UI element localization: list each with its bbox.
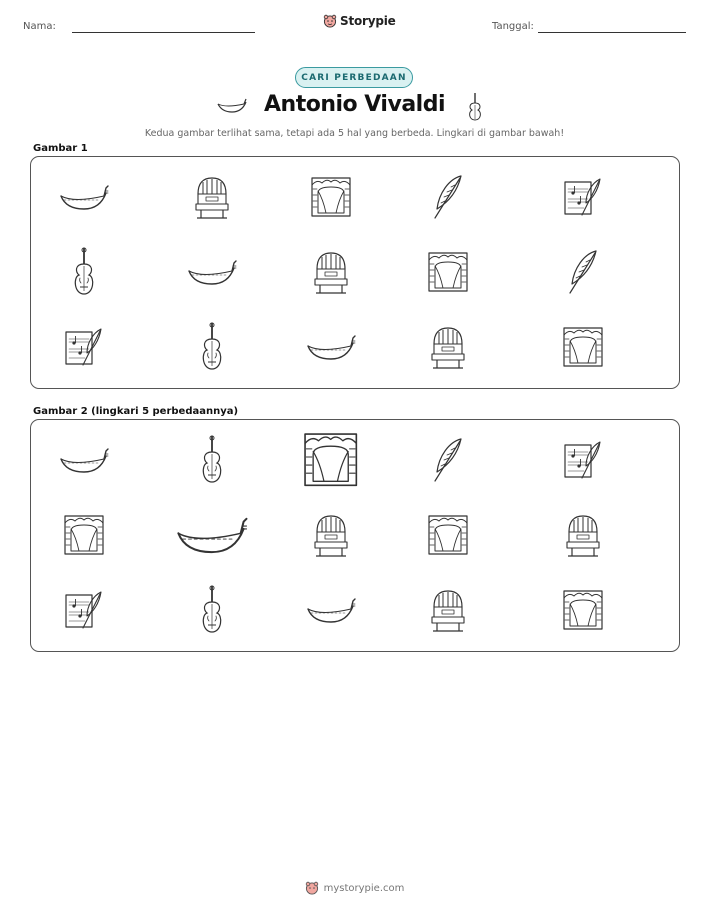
picture2-cell-r3-c2[interactable] bbox=[152, 580, 272, 640]
gondola-icon bbox=[186, 257, 238, 287]
organ-icon bbox=[313, 512, 349, 558]
theater-icon bbox=[62, 513, 106, 557]
picture1-cell-r1-c1 bbox=[24, 167, 144, 227]
picture2-cell-r3-c1[interactable] bbox=[24, 580, 144, 640]
picture2-cell-r2-c3[interactable] bbox=[271, 505, 391, 565]
picture2-cell-r3-c5[interactable] bbox=[523, 580, 643, 640]
picture1-cell-r3-c4 bbox=[388, 317, 508, 377]
violin-icon bbox=[197, 434, 227, 486]
picture1-cell-r3-c5 bbox=[523, 317, 643, 377]
picture1-cell-r2-c4 bbox=[388, 242, 508, 302]
picture2-panel[interactable] bbox=[30, 419, 680, 652]
picture1-cell-r2-c5 bbox=[523, 242, 643, 302]
picture2-cell-r1-c4[interactable] bbox=[388, 430, 508, 490]
theater-icon bbox=[426, 250, 470, 294]
picture1-cell-r3-c3 bbox=[271, 317, 391, 377]
picture2-cell-r2-c2[interactable] bbox=[152, 505, 272, 565]
theater-icon bbox=[309, 175, 353, 219]
picture2-cell-r2-c4[interactable] bbox=[388, 505, 508, 565]
organ-icon bbox=[194, 174, 230, 220]
music-sheet-icon bbox=[562, 177, 604, 217]
footer bbox=[0, 881, 709, 895]
picture2-cell-r1-c5[interactable] bbox=[523, 430, 643, 490]
picture1-panel bbox=[30, 156, 680, 389]
brand-name: Storypie bbox=[340, 14, 396, 28]
instructions: Kedua gambar terlihat sama, tetapi ada 5 hal yang berbeda. Lingkari di gambar bawah! bbox=[144, 128, 565, 139]
gondola-icon bbox=[58, 182, 110, 212]
page-title: Antonio Vivaldi bbox=[264, 92, 445, 117]
organ-icon bbox=[430, 324, 466, 370]
picture1-cell-r3-c2 bbox=[152, 317, 272, 377]
organ-icon bbox=[430, 587, 466, 633]
theater-icon bbox=[561, 325, 605, 369]
gondola-icon bbox=[305, 595, 357, 625]
violin-icon bbox=[197, 584, 227, 636]
organ-icon bbox=[313, 249, 349, 295]
picture2-cell-r3-c4[interactable] bbox=[388, 580, 508, 640]
picture2-cell-r2-c5[interactable] bbox=[523, 505, 643, 565]
theater-icon bbox=[561, 588, 605, 632]
picture1-cell-r2-c1 bbox=[24, 242, 144, 302]
picture1-cell-r2-c2 bbox=[152, 242, 272, 302]
picture1-cell-r1-c4 bbox=[388, 167, 508, 227]
picture1-label: Gambar 1 bbox=[33, 143, 88, 154]
brand-logo bbox=[323, 14, 396, 28]
activity-badge: CARI PERBEDAAN bbox=[295, 67, 413, 88]
theater-icon bbox=[426, 513, 470, 557]
music-sheet-icon bbox=[562, 440, 604, 480]
music-sheet-icon bbox=[63, 327, 105, 367]
theater-icon bbox=[301, 430, 360, 489]
picture2-cell-r3-c3[interactable] bbox=[271, 580, 391, 640]
date-field[interactable] bbox=[538, 32, 686, 33]
picture1-cell-r1-c5 bbox=[523, 167, 643, 227]
picture2-cell-r1-c3[interactable] bbox=[271, 430, 391, 490]
violin-icon bbox=[197, 321, 227, 373]
picture2-cell-r1-c1[interactable] bbox=[24, 430, 144, 490]
name-field[interactable] bbox=[72, 32, 255, 33]
name-label: Nama: bbox=[23, 21, 56, 32]
picture1-cell-r1-c2 bbox=[152, 167, 272, 227]
feather-quill-icon bbox=[431, 436, 465, 484]
storypie-mascot-icon bbox=[323, 14, 337, 28]
gondola-icon bbox=[305, 332, 357, 362]
picture1-cell-r1-c3 bbox=[271, 167, 391, 227]
footer-site: mystorypie.com bbox=[323, 882, 405, 894]
date-label: Tanggal: bbox=[492, 21, 534, 32]
title-violin-icon bbox=[466, 92, 484, 122]
feather-quill-icon bbox=[566, 248, 600, 296]
organ-icon bbox=[565, 512, 601, 558]
gondola-icon bbox=[174, 513, 249, 557]
music-sheet-icon bbox=[63, 590, 105, 630]
storypie-mascot-icon bbox=[305, 881, 319, 895]
feather-quill-icon bbox=[431, 173, 465, 221]
picture1-cell-r3-c1 bbox=[24, 317, 144, 377]
picture2-cell-r1-c2[interactable] bbox=[152, 430, 272, 490]
picture2-cell-r2-c1[interactable] bbox=[24, 505, 144, 565]
violin-icon bbox=[69, 246, 99, 298]
picture1-cell-r2-c3 bbox=[271, 242, 391, 302]
picture2-label: Gambar 2 (lingkari 5 perbedaannya) bbox=[33, 406, 239, 417]
gondola-icon bbox=[58, 445, 110, 475]
